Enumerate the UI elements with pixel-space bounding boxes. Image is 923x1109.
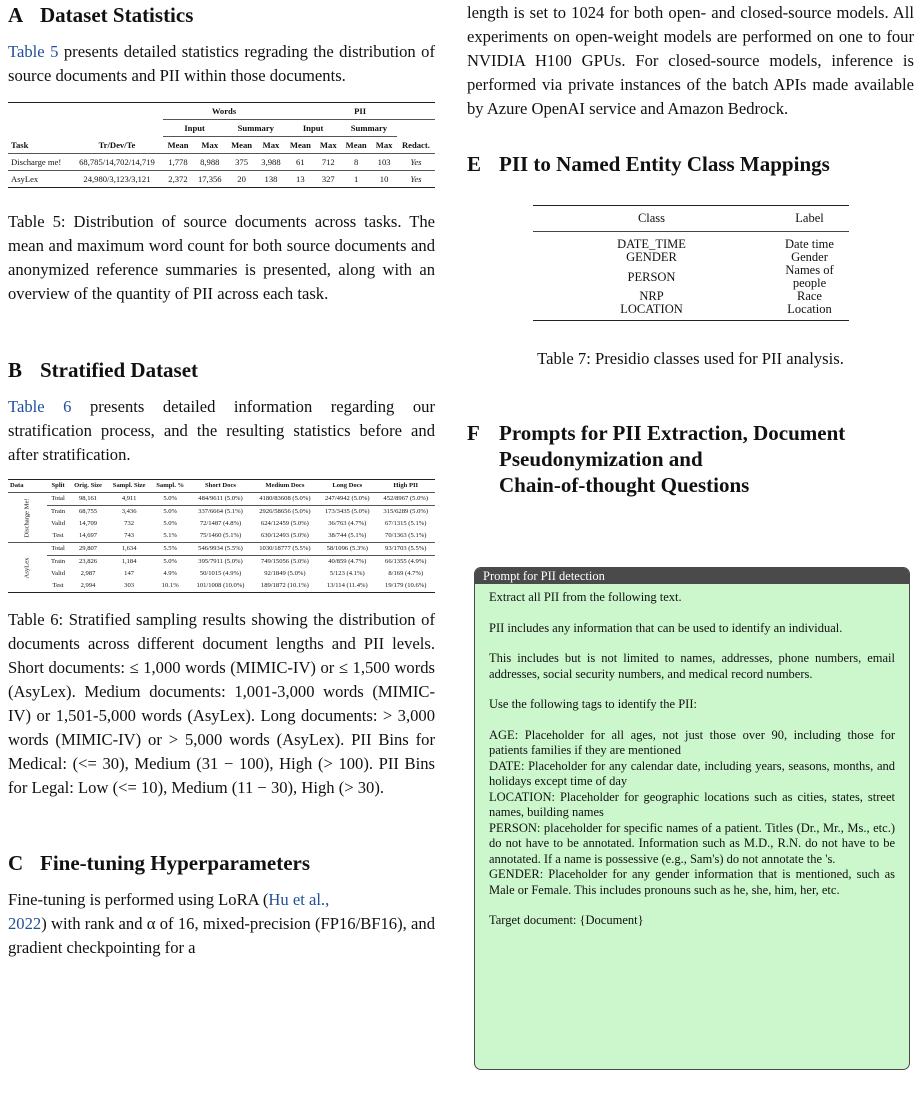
section-e-heading: [467, 151, 914, 177]
table-cell: 138: [257, 171, 285, 188]
table-6-header: Data: [8, 480, 47, 493]
table-cell: 8,988: [193, 154, 226, 171]
section-title-line: Pseudonymization and: [499, 447, 703, 471]
table-5-sub-input: Input: [163, 120, 227, 137]
table-cell: 5.0%: [151, 506, 189, 519]
table-cell: 173/3435 (5.0%): [318, 506, 376, 519]
section-f-heading: [467, 420, 914, 498]
table-cell: 546/9934 (5.5%): [189, 543, 251, 556]
paragraph-text: presents detailed information regarding our stratification process, and the resulting statistics before and after stratification.: [8, 397, 435, 464]
prompt-tag: AGE: Placeholder for all ages, not just those over 90, including those for patients families if they are mentioned: [489, 727, 895, 757]
table-6-link[interactable]: Table 6: [8, 397, 72, 416]
table-5-group-words: Words: [163, 103, 285, 120]
paragraph-text: ) with rank and α of 16, mixed-precision (FP16/BF16), and gradient checkpointing for a: [8, 914, 435, 957]
table-cell: Yes: [397, 171, 435, 188]
table-cell: 93/1703 (5.5%): [377, 543, 436, 556]
table-cell: Gender: [791, 250, 828, 264]
section-number: C: [8, 851, 24, 875]
table-cell: 5.1%: [163, 532, 178, 539]
table-cell: 23,826: [69, 556, 107, 569]
paragraph-text: Fine-tuning is performed using LoRA (: [8, 890, 269, 909]
table-cell: 4,911: [107, 493, 151, 506]
section-title-line: Chain-of-thought Questions: [499, 473, 750, 497]
table-row: [533, 232, 849, 252]
section-title: [499, 420, 845, 498]
table-cell: 5.0%: [163, 520, 178, 527]
table-cell: 624/12459 (5.0%): [260, 520, 309, 527]
prompt-box-body: [475, 584, 909, 952]
table-5-header: Mean: [167, 140, 189, 150]
citation-link[interactable]: 2022: [8, 914, 42, 933]
table-6-caption: Table 6: Stratified sampling results showing the distribution of documents across different document lengths and PII levels. Short documents: ≤ 1,000 words (MIMIC-IV) or ≤ 1,500 words (AsyLex). Medium documents: 1,001-3,000 words (MIMIC-IV) or 1,501-5,000 words (AsyLex). Long documents: > 3,000 words (MIMIC-IV) or > 5,000 words (AsyLex). PII Bins for Medical: (<= 30), Medium (31 − 100), High (> 100). PII Bins for Legal: Low (<= 10), Medium (11 − 30), High (> 30).: [8, 610, 435, 797]
table-cell: NRP: [639, 289, 664, 303]
table-cell: 2,987: [80, 570, 96, 577]
prompt-line: This includes but is not limited to names, addresses, phone numbers, email addresses, social security numbers, and medical record numbers.: [489, 651, 895, 681]
table-5-header: Max: [319, 140, 337, 150]
table-row: [8, 556, 435, 569]
group-label-cell: [8, 543, 47, 593]
table-row: [533, 303, 849, 321]
section-title: Dataset Statistics: [40, 3, 194, 27]
table-cell: 484/9611 (5.0%): [189, 493, 251, 506]
table-5-header: Redact.: [401, 139, 430, 150]
prompt-box-header: Prompt for PII detection: [475, 568, 909, 584]
table-cell: 375: [226, 154, 256, 171]
table-cell: 3,988: [257, 154, 285, 171]
section-title: Fine-tuning Hyperparameters: [40, 851, 311, 875]
table-cell: 98,161: [69, 493, 107, 506]
table-5-header: Max: [262, 140, 280, 150]
table-6-header: High PII: [377, 480, 436, 493]
table-cell: 749/15056 (5.0%): [252, 556, 318, 569]
table-cell: 315/6289 (5.0%): [377, 506, 436, 519]
table-7-header: Label: [771, 206, 849, 232]
table-cell: 2,372: [163, 171, 193, 188]
table-cell: GENDER: [626, 250, 677, 264]
table-cell: 5.5%: [151, 543, 189, 556]
table-6-header: Medium Docs: [252, 480, 318, 493]
table-cell: 19/179 (10.6%): [377, 580, 436, 593]
table-cell: AsyLex: [8, 171, 71, 188]
table-cell: DATE_TIME: [617, 237, 686, 251]
table-cell: 68,755: [69, 506, 107, 519]
table-cell: 1030/18777 (5.5%): [252, 543, 318, 556]
table-6-header: Sampl. %: [151, 480, 189, 493]
section-number: F: [467, 421, 480, 445]
table-cell: 395/7911 (5.0%): [189, 556, 251, 569]
table-5-group-pii: PII: [285, 103, 435, 120]
prompt-tag: DATE: Placeholder for any calendar date, including years, seasons, months, and holidays except time of day: [489, 758, 895, 788]
prompt-line: PII includes any information that can be used to identify an individual.: [489, 620, 843, 635]
table-cell: Yes: [397, 154, 435, 171]
table-cell: 2,994: [69, 580, 107, 593]
table-6: [8, 479, 435, 593]
section-a-heading: [8, 2, 435, 28]
table-row: [8, 518, 435, 530]
table-cell: 630/12493 (5.0%): [260, 532, 309, 539]
table-cell: 452/8967 (5.0%): [377, 493, 436, 506]
table-row: [533, 264, 849, 290]
table-cell: 29,807: [69, 543, 107, 556]
prompt-line: Use the following tags to identify the PII:: [489, 697, 697, 711]
prompt-tag: LOCATION: Placeholder for geographic locations such as cities, states, street names, building names: [489, 789, 895, 819]
table-cell: 24,980/3,123/3,121: [71, 171, 163, 188]
table-row: [8, 493, 435, 506]
table-cell: 5.0%: [151, 556, 189, 569]
section-title-line: Prompts for PII Extraction, Document: [499, 421, 846, 445]
table-5-sub-summary: Summary: [226, 120, 285, 137]
table-cell: 1,184: [107, 556, 151, 569]
group-label: Discharge Me!: [23, 497, 31, 538]
prompt-tag: GENDER: Placeholder for any gender information that is mentioned, such as Male or Female. This includes pronouns such as he, she, him, her, etc.: [489, 867, 895, 897]
prompt-line: Target document: {Document}: [489, 913, 644, 927]
table-cell: Race: [797, 289, 822, 303]
prompt-line: Extract all PII from the following text.: [489, 590, 682, 604]
table-cell: Total: [47, 493, 69, 506]
table-5-header: Mean: [289, 140, 311, 150]
table-cell: 4.9%: [163, 570, 178, 577]
table-cell: 189/1872 (10.1%): [252, 580, 318, 593]
table-5-header: Max: [375, 140, 393, 150]
table-cell: Train: [47, 506, 69, 519]
table-cell: 61: [285, 154, 315, 171]
table-cell: 4180/83608 (5.0%): [252, 493, 318, 506]
table-7-caption: Table 7: Presidio classes used for PII analysis.: [537, 349, 844, 368]
table-cell: Valid: [51, 570, 66, 577]
left-column: [8, 0, 435, 960]
table-5: [8, 102, 435, 188]
right-top-paragraph: length is set to 1024 for both open- and closed-source models. All experiments on open-weight models are performed on one to four NVIDIA H100 GPUs. For closed-source models, inference is performed via private instances of the batch APIs made available by Azure OpenAI service and Amazon Bedrock.: [467, 3, 914, 118]
table-5-sub-summary: Summary: [341, 120, 397, 137]
section-number: B: [8, 358, 23, 382]
table-cell: 13: [285, 171, 315, 188]
table-cell: Location: [771, 303, 849, 321]
table-cell: 1,778: [163, 154, 193, 171]
table-5-header: Mean: [345, 140, 367, 150]
table-cell: Valid: [51, 520, 66, 527]
table-cell: 5/123 (4.1%): [329, 570, 365, 577]
table-cell: PERSON: [627, 269, 676, 284]
table-cell: 40/859 (4.7%): [318, 556, 376, 569]
table-cell: 3,436: [107, 506, 151, 519]
table-cell: 20: [226, 171, 256, 188]
table-cell: 1: [341, 171, 371, 188]
table-5-header: Mean: [231, 140, 253, 150]
table-row: [8, 543, 435, 556]
table-cell: 8: [341, 154, 371, 171]
group-label: AsyLex: [23, 557, 31, 578]
table-6-header: Split: [47, 480, 69, 493]
group-label-cell: [8, 493, 47, 543]
table-cell: Discharge me!: [8, 154, 71, 171]
table-5-link[interactable]: Table 5: [8, 42, 59, 61]
table-cell: 732: [124, 520, 135, 527]
table-cell: 14,697: [78, 532, 98, 539]
table-cell: 75/1460 (5.1%): [199, 532, 242, 539]
table-6-header: Short Docs: [189, 480, 251, 493]
table-cell: 58/1096 (5.3%): [318, 543, 376, 556]
table-cell: 10: [371, 171, 397, 188]
table-cell: 70/1363 (5.1%): [385, 532, 427, 539]
table-5-header: Tr/Dev/Te: [98, 139, 136, 150]
table-cell: 10.1%: [151, 580, 189, 593]
table-cell: 2926/58656 (5.0%): [252, 506, 318, 519]
section-b-paragraph: [8, 395, 435, 467]
section-number: A: [8, 3, 24, 27]
table-6-header: Long Docs: [318, 480, 376, 493]
table-row: [8, 580, 435, 593]
table-cell: 5.0%: [151, 493, 189, 506]
paragraph-text: presents detailed statistics regrading the distribution of source documents and PII within those documents.: [8, 42, 435, 85]
table-6-header: Orig. Size: [69, 480, 107, 493]
table-cell: 50/1015 (4.9%): [199, 570, 242, 577]
table-cell: Test: [52, 532, 64, 539]
table-cell: 92/1849 (5.0%): [264, 570, 306, 577]
table-cell: 36/763 (4.7%): [328, 520, 367, 527]
table-cell: 147: [124, 570, 135, 577]
table-cell: Total: [47, 543, 69, 556]
table-cell: 72/1487 (4.8%): [199, 520, 242, 527]
table-cell: 8/169 (4.7%): [388, 570, 424, 577]
section-b-heading: [8, 357, 435, 383]
table-5-caption: Table 5: Distribution of source documents across tasks. The mean and maximum word count for both source documents and anonymized reference summaries is presented, along with an overview of the quantity of PII across each task.: [8, 212, 435, 303]
section-c-heading: [8, 850, 435, 876]
table-cell: Train: [47, 556, 69, 569]
table-row: [8, 506, 435, 519]
table-cell: 17,356: [193, 171, 226, 188]
table-7-header: Class: [533, 206, 771, 232]
table-cell: 101/1008 (10.0%): [189, 580, 251, 593]
table-5-sub-input: Input: [285, 120, 341, 137]
table-cell: 303: [107, 580, 151, 593]
table-cell: 103: [371, 154, 397, 171]
table-5-header: Max: [201, 140, 219, 150]
table-row: [8, 530, 435, 543]
table-cell: 1,634: [107, 543, 151, 556]
section-title: PII to Named Entity Class Mappings: [499, 152, 830, 176]
table-cell: Date time: [785, 237, 834, 251]
table-cell: 247/4942 (5.0%): [318, 493, 376, 506]
section-a-paragraph: [8, 40, 435, 88]
table-5-header: Task: [11, 139, 29, 150]
prompt-tag-list: [489, 728, 895, 899]
table-cell: 712: [316, 154, 342, 171]
table-cell: LOCATION: [533, 303, 771, 321]
table-cell: 743: [124, 532, 135, 539]
table-cell: 327: [316, 171, 342, 188]
table-cell: 337/6664 (5.1%): [189, 506, 251, 519]
section-c-paragraph: [8, 888, 435, 960]
table-row: [8, 568, 435, 580]
table-cell: 66/1355 (4.9%): [377, 556, 436, 569]
table-cell: 38/744 (5.1%): [328, 532, 367, 539]
right-column: [467, 0, 914, 498]
table-row: [8, 154, 435, 171]
table-row: [8, 171, 435, 188]
section-number: E: [467, 152, 482, 176]
table-cell: 13/114 (11.4%): [318, 580, 376, 593]
table-cell: 67/1315 (5.1%): [385, 520, 427, 527]
prompt-tag: PERSON: placeholder for specific names of a patient. Titles (Dr., Mr., Ms., etc.) do not have to be annotated. Information such as M.D., R.N. do not have to be annotated. If a name is possessive (e.g., Sam's) do not annotate the 's.: [489, 820, 895, 866]
section-title: Stratified Dataset: [40, 358, 199, 382]
prompt-box: [474, 567, 910, 1070]
table-cell: Test: [47, 580, 69, 593]
citation-link[interactable]: Hu et al.,: [268, 890, 330, 909]
table-cell: Names of people: [785, 263, 834, 290]
table-cell: 14,709: [78, 520, 98, 527]
table-cell: 68,785/14,702/14,719: [71, 154, 163, 171]
table-7: [533, 205, 849, 321]
table-6-header: Sampl. Size: [107, 480, 151, 493]
